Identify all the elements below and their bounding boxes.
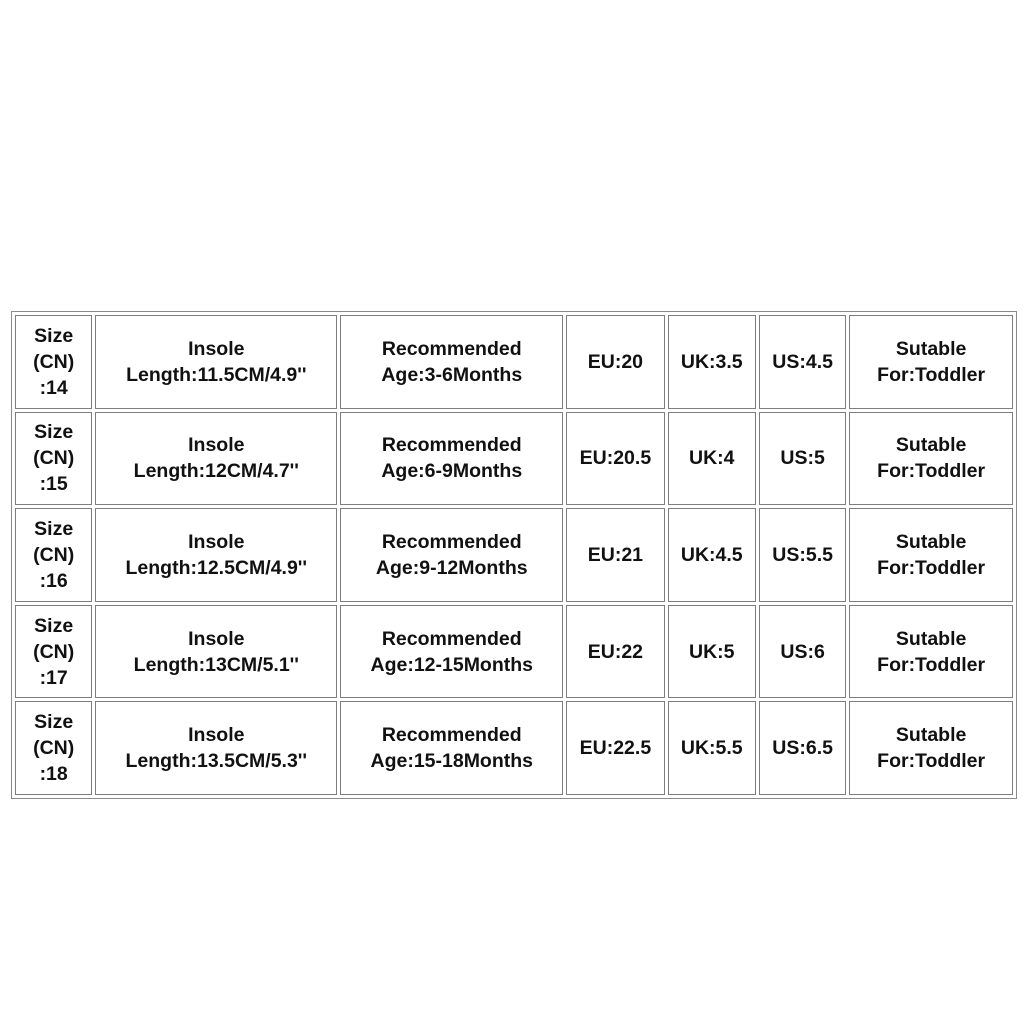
suitable-for-cell — [849, 508, 1013, 602]
us-size-cell: US:4.5 — [759, 315, 846, 409]
insole-length-cell-line: Length:12.5CM/4.9'' — [125, 556, 308, 579]
table-row — [15, 701, 1013, 795]
size-chart-table — [11, 311, 1017, 799]
insole-length-cell — [95, 701, 337, 795]
table-row — [15, 315, 1013, 409]
table-row — [15, 605, 1013, 699]
suitable-for-cell-line: Sutable — [895, 627, 967, 650]
recommended-age-cell-line: Age:12-15Months — [370, 653, 534, 676]
insole-length-cell — [95, 508, 337, 602]
eu-size-cell: EU:22 — [566, 605, 664, 699]
suitable-for-cell — [849, 315, 1013, 409]
insole-length-cell — [95, 605, 337, 699]
recommended-age-cell-line: Age:15-18Months — [370, 750, 534, 773]
insole-length-cell-line: Length:12CM/4.7'' — [133, 460, 299, 483]
recommended-age-cell-line: Recommended — [381, 434, 522, 457]
recommended-age-cell — [340, 412, 563, 506]
insole-length-cell-line: Insole — [188, 434, 245, 457]
insole-length-cell-line: Length:13.5CM/5.3'' — [125, 750, 308, 773]
size-cn-cell-line: Size — [34, 517, 74, 540]
size-table — [12, 312, 1016, 798]
uk-size-cell: UK:5 — [668, 605, 756, 699]
uk-size-cell: UK:4 — [668, 412, 756, 506]
recommended-age-cell — [340, 508, 563, 602]
us-size-cell: US:5.5 — [759, 508, 846, 602]
suitable-for-cell-line: For:Toddler — [877, 460, 986, 483]
eu-size-cell: EU:22.5 — [566, 701, 664, 795]
uk-size-cell: UK:4.5 — [668, 508, 756, 602]
size-cn-cell-line: (CN) — [33, 543, 75, 566]
insole-length-cell-line: Insole — [188, 530, 245, 553]
recommended-age-cell-line: Recommended — [381, 337, 522, 360]
insole-length-cell — [95, 315, 337, 409]
size-cn-cell-line: Size — [34, 324, 74, 347]
recommended-age-cell-line: Recommended — [381, 724, 522, 747]
size-cn-cell-line: :15 — [39, 473, 68, 496]
insole-length-cell-line: Insole — [188, 627, 245, 650]
uk-size-cell: UK:3.5 — [668, 315, 756, 409]
table-row — [15, 412, 1013, 506]
size-cn-cell — [15, 605, 92, 699]
size-cn-cell-line: Size — [34, 421, 74, 444]
table-row — [15, 508, 1013, 602]
suitable-for-cell-line: For:Toddler — [877, 653, 986, 676]
size-cn-cell-line: :16 — [39, 569, 68, 592]
suitable-for-cell-line: Sutable — [895, 434, 967, 457]
recommended-age-cell-line: Age:3-6Months — [381, 363, 523, 386]
recommended-age-cell — [340, 315, 563, 409]
recommended-age-cell-line: Recommended — [381, 530, 522, 553]
recommended-age-cell — [340, 605, 563, 699]
suitable-for-cell-line: For:Toddler — [877, 363, 986, 386]
suitable-for-cell-line: For:Toddler — [877, 556, 986, 579]
suitable-for-cell-line: For:Toddler — [877, 750, 986, 773]
size-cn-cell-line: :17 — [39, 666, 68, 689]
eu-size-cell: EU:20 — [566, 315, 664, 409]
size-cn-cell-line: (CN) — [33, 350, 75, 373]
us-size-cell: US:6 — [759, 605, 846, 699]
size-cn-cell-line: (CN) — [33, 737, 75, 760]
size-cn-cell-line: (CN) — [33, 447, 75, 470]
suitable-for-cell — [849, 412, 1013, 506]
size-cn-cell — [15, 701, 92, 795]
insole-length-cell-line: Insole — [188, 337, 245, 360]
size-cn-cell-line: Size — [34, 711, 74, 734]
us-size-cell: US:5 — [759, 412, 846, 506]
insole-length-cell-line: Insole — [188, 724, 245, 747]
us-size-cell: US:6.5 — [759, 701, 846, 795]
size-cn-cell-line: :18 — [39, 763, 68, 786]
eu-size-cell: EU:20.5 — [566, 412, 664, 506]
recommended-age-cell-line: Age:6-9Months — [381, 460, 523, 483]
size-cn-cell-line: Size — [34, 614, 74, 637]
size-cn-cell-line: :14 — [39, 376, 68, 399]
size-cn-cell — [15, 315, 92, 409]
size-cn-cell — [15, 412, 92, 506]
size-cn-cell — [15, 508, 92, 602]
suitable-for-cell-line: Sutable — [895, 337, 967, 360]
suitable-for-cell-line: Sutable — [895, 530, 967, 553]
recommended-age-cell-line: Age:9-12Months — [375, 556, 528, 579]
suitable-for-cell — [849, 701, 1013, 795]
uk-size-cell: UK:5.5 — [668, 701, 756, 795]
recommended-age-cell — [340, 701, 563, 795]
size-cn-cell-line: (CN) — [33, 640, 75, 663]
insole-length-cell — [95, 412, 337, 506]
suitable-for-cell-line: Sutable — [895, 724, 967, 747]
insole-length-cell-line: Length:11.5CM/4.9'' — [126, 363, 307, 386]
eu-size-cell: EU:21 — [566, 508, 664, 602]
suitable-for-cell — [849, 605, 1013, 699]
recommended-age-cell-line: Recommended — [381, 627, 522, 650]
insole-length-cell-line: Length:13CM/5.1'' — [133, 653, 299, 676]
